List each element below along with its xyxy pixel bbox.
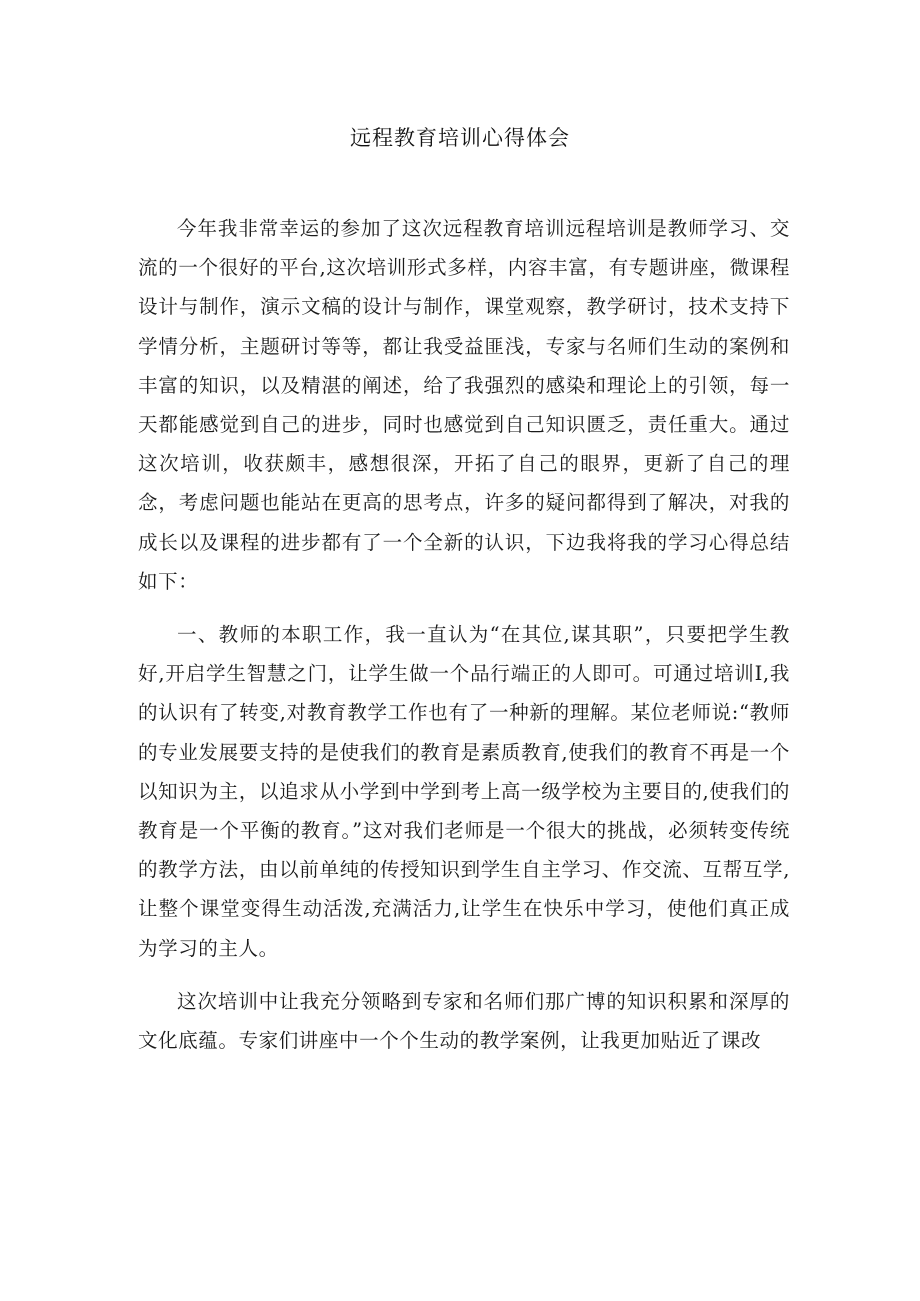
- paragraph-2: 一、教师的本职工作，我一直认为“在其位,谋其职”，只要把学生教好,开启学生智慧之门，让学生做一个品行端正的人即可。可通过培训I,我的认识有了转变,对教育教学工作也有了一种新的理解。某位老师说:“教师的专业发展要支持的是使我们的教育是素质教育,使我们的教育不再是一个以知识为主，以追求从小学到中学到考上高一级学校为主要目的,使我们的教育是一个平衡的教育。”这对我们老师是一个很大的挑战，必须转变传统的教学方法，由以前单纯的传授知识到学生自主学习、作交流、互帮互学,让整个课堂变得生动活泼,充满活力,让学生在快乐中学习，使他们真正成为学习的主人。: [138, 623, 790, 960]
- paragraph-1: 今年我非常幸运的参加了这次远程教育培训远程培训是教师学习、交流的一个很好的平台,这次培训形式多样，内容丰富，有专题讲座，微课程设计与制作，演示文稿的设计与制作，课堂观察，教学研讨，技术支持下学情分析，主题研讨等等，都让我受益匪浅，专家与名师们生动的案例和丰富的知识，以及精湛的阐述，给了我强烈的感染和理论上的引领，每一天都能感觉到自己的进步，同时也感觉到自己知识匮乏，责任重大。通过这次培训，收获颇丰，感想很深，开拓了自己的眼界，更新了自己的理念，考虑问题也能站在更高的思考点，许多的疑问都得到了解决，对我的成长以及课程的进步都有了一个全新的认识，下边我将我的学习心得总结如下：: [138, 217, 790, 593]
- document-body: [138, 209, 790, 1074]
- paragraph-3: 这次培训中让我充分领略到专家和名师们那广博的知识积累和深厚的文化底蕴。专家们讲座中一个个生动的教学案例，让我更加贴近了课改: [138, 989, 790, 1053]
- document-title: 远程教育培训心得体会: [350, 126, 570, 150]
